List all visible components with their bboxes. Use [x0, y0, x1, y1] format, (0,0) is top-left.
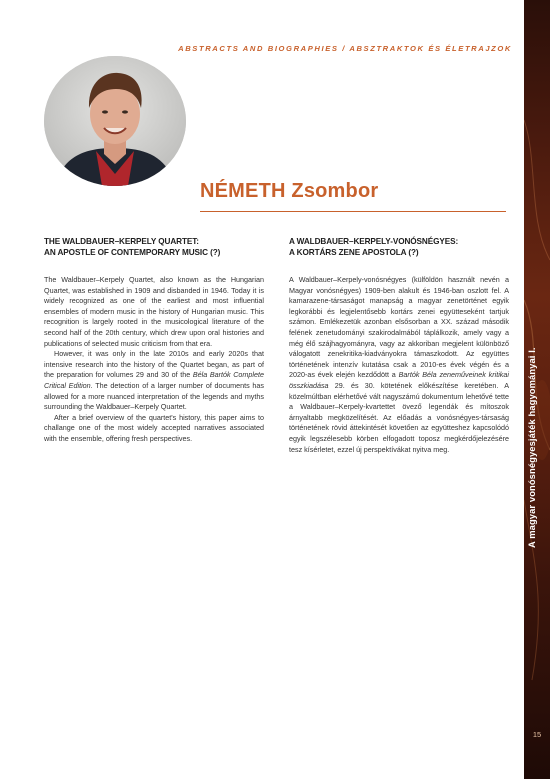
- english-paragraph-3: After a brief overview of the quartet's history, this paper aims to challange one of the most widely accepted narratives associated with the ensemble, offering fresh perspectives.: [44, 412, 264, 443]
- page-number: 15: [532, 730, 542, 739]
- author-portrait-photo: [44, 56, 186, 186]
- author-name: NÉMETH Zsombor: [200, 180, 379, 202]
- bartok-edition-title: Béla Bartók Complete Critical Edition: [44, 370, 264, 390]
- hungarian-title-line1: A WALDBAUER–KERPELY-VONÓSNÉGYES:: [289, 237, 459, 246]
- name-divider-rule: [200, 211, 506, 212]
- hungarian-paragraph: A Waldbauer–Kerpely-vonósnégyes (külföldön használt nevén a Magyar vonósnégyes) 1909-ben alakult és 1946-ban oszlott fel. A kamarazene-társaságot manapság a magyar zenetörténet egyik legkorábbi és legjelentősebb kortárs zenei együtteseként tartjuk számon. Emlékezetük azonban elsősorban a XX. század második felének zenetudományi szakirodalmából táplálkozik, amely vagy a még élő szájhagyományra, vagy az akkoriban megjelent különböző válogatott zenekritika-kiadványokra támaszkodott. Az együttes történetének intenzív kutatása csak a 2010-es évek végén és a 2020-as évek elején kezdődött a Bartók Béla zeneműveinek kritikai összkiadása 29. és 30. kötetének előkészítése keretében. A közelmúltban elérhetővé vált nagyszámú dokumentum lehetővé tette a Waldbauer–Kerpely-kvartettet övező legendák és mítoszok árnyaltabb megközelítését. Az előadás a vonósnégyes-társaság történetének rövid áttekintését követően az együtteshez kapcsolódó egyik legszélesebb körben elfogadott toposz megkérdőjelezésére tesz kísérletet, ezzel új perspektívákat nyitva meg.: [289, 275, 509, 454]
- running-header: ABSTRACTS AND BIOGRAPHIES / ABSZTRAKTOK ÉS ÉLETRAJZOK: [178, 44, 512, 53]
- english-paragraph-1: The Waldbauer–Kerpely Quartet, also known as the Hungarian Quartet, was established in 1909 and disbanded in 1946. Today it is widely recognized as one of the earliest and most influential ensembles of modern music in the history of Hungarian music. This recognition is largely rooted in the musicological literature of the second half of the 20th century, which drew upon oral histories and publications of selected music criticism from that era.: [44, 275, 264, 348]
- bartok-osszkiadas-title: Bartók Béla zeneműveinek kritikai összkiadása: [289, 370, 509, 390]
- hungarian-abstract-column: [289, 236, 509, 455]
- english-paragraph-2: However, it was only in the late 2010s and early 2020s that intensive research into the history of the Quartet began, as part of the preparation for volumes 29 and 30 of the Béla Bartók Complete Critical Edition. The detection of a larger number of documents has allowed for a more nuanced interpretation of the legends and myths surrounding the Waldbauer–Kerpely Quartet.: [44, 349, 264, 412]
- hungarian-title-line2: A KORTÁRS ZENE APOSTOLA (?): [289, 248, 419, 257]
- hungarian-abstract-title: [289, 236, 509, 258]
- portrait-image: [44, 56, 186, 186]
- english-abstract-title: [44, 236, 264, 258]
- english-title-line1: THE WALDBAUER–KERPELY QUARTET:: [44, 237, 199, 246]
- english-abstract-column: [44, 236, 264, 445]
- series-title-vertical: A magyar vonósnégyesjáték hagyományai I.: [526, 347, 537, 548]
- english-title-line2: AN APOSTLE OF CONTEMPORARY MUSIC (?): [44, 248, 221, 257]
